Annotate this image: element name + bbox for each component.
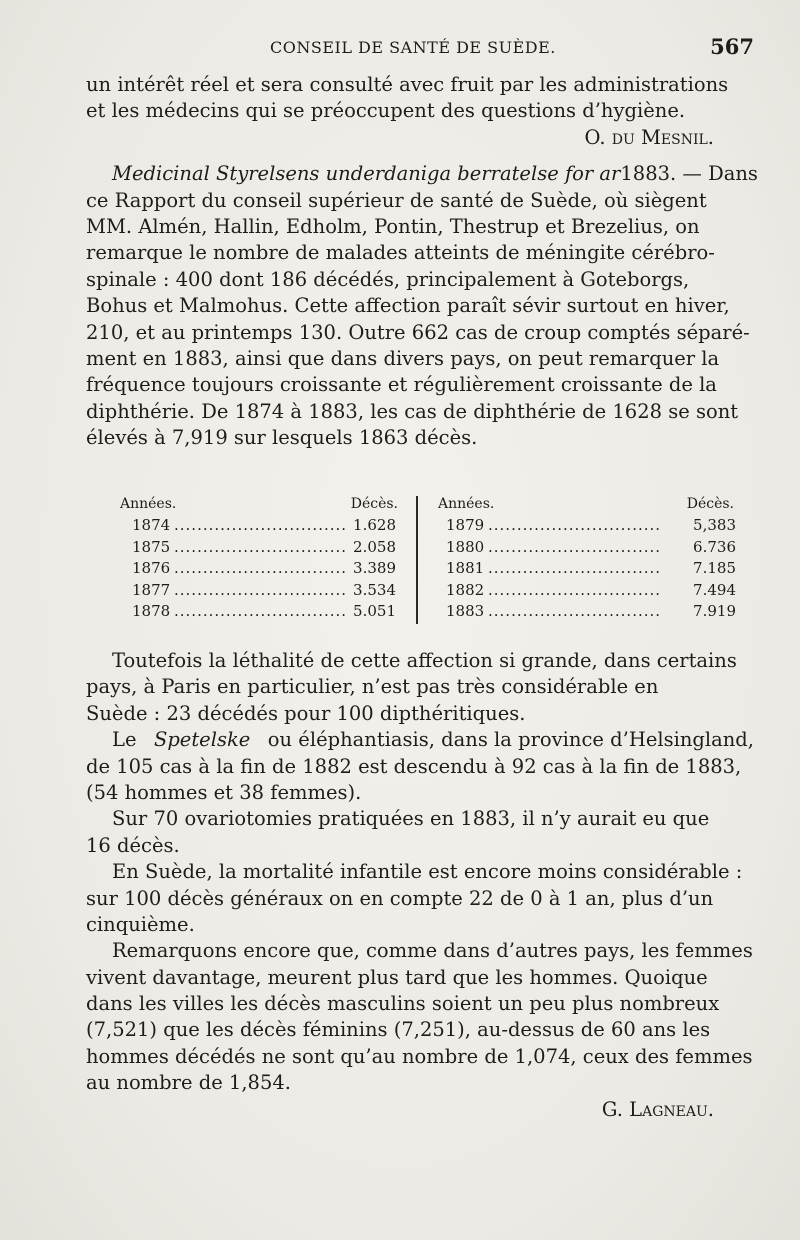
signature-lagneau: G. Lagneau. [601, 1097, 714, 1121]
deaths-table [118, 494, 758, 628]
body-text-continued [86, 648, 754, 1123]
text-line: diphthérie. De 1874 à 1883, les cas de diphthérie de 1628 se sont [86, 399, 739, 423]
text-line: sur 100 décès généraux on en compte 22 de 0 à 1 an, plus d’un [86, 886, 714, 910]
leader-dots: .............................. [174, 537, 348, 556]
text-line: un intérêt réel et sera consulté avec fruit par les administrations [86, 73, 729, 96]
text-line: Sur 70 ovariotomies pratiquées en 1883, il n’y aurait eu que [112, 807, 710, 831]
leader-dots: .............................. [174, 559, 348, 577]
leader-dots: .............................. [488, 559, 662, 577]
header-years: Années. [438, 496, 495, 512]
spetelske-term: Spetelske [153, 728, 251, 752]
text-line: vivent davantage, meurent plus tard que les hommes. Quoique [86, 965, 708, 989]
leader-dots: .............................. [174, 516, 348, 534]
deaths-cell: 3.534 [353, 580, 396, 599]
text-line: élevés à 7,919 sur lesquels 1863 décès. [86, 426, 478, 450]
text-fragment: ou éléphantiasis, dans la province d’Helsingland, [267, 728, 754, 752]
text-line: hommes décédés ne sont qu’au nombre de 1,074, ceux des femmes [86, 1044, 753, 1068]
running-head: CONSEIL DE SANTÉ DE SUÈDE. [270, 38, 556, 57]
deaths-cell: 1.628 [353, 516, 396, 534]
review-title-tail: 1883. — Dans [620, 162, 758, 186]
text-line: de 105 cas à la fin de 1882 est descendu à 92 cas à la fin de 1883, [86, 754, 742, 778]
table-row [118, 538, 418, 560]
deaths-cell: 3.389 [353, 559, 396, 577]
year-cell: 1875 [132, 537, 171, 556]
deaths-cell: 5,383 [693, 516, 736, 534]
text-line: 16 décès. [86, 833, 180, 857]
year-cell: 1883 [446, 602, 485, 620]
body-text [86, 72, 758, 451]
year-cell: 1881 [446, 559, 485, 577]
deaths-cell: 7.919 [693, 602, 736, 620]
text-line: dans les villes les décès masculins soient un peu plus nombreux [86, 992, 720, 1016]
text-line: au nombre de 1,854. [86, 1071, 291, 1095]
text-line: fréquence toujours croissante et régulièrement croissante de la [86, 373, 717, 397]
text-line [86, 727, 754, 753]
year-cell: 1879 [446, 516, 485, 534]
text-line: ment en 1883, ainsi que dans divers pays, on peut remarquer la [86, 346, 720, 370]
leader-dots: .............................. [488, 537, 662, 556]
deaths-cell: 2.058 [353, 537, 396, 556]
table-row [438, 538, 738, 560]
review-heading [86, 161, 758, 187]
table-row [438, 516, 738, 538]
text-line: Remarquons encore que, comme dans d’autres pays, les femmes [112, 939, 753, 963]
table-column-right [438, 494, 738, 624]
leader-dots: .............................. [488, 602, 662, 620]
year-cell: 1882 [446, 580, 485, 599]
year-cell: 1877 [132, 580, 171, 599]
leader-dots: .............................. [174, 602, 348, 620]
year-cell: 1880 [446, 537, 485, 556]
text-line: En Suède, la mortalité infantile est encore moins considérable : [112, 860, 743, 884]
table-row [438, 602, 738, 624]
header-years: Années. [120, 496, 177, 512]
leader-dots: .............................. [174, 580, 348, 599]
text-line: Toutefois la léthalité de cette affection si grande, dans certains [112, 649, 737, 672]
text-line: et les médecins qui se préoccupent des questions d’hygiène. [86, 99, 686, 123]
page-header [86, 34, 758, 62]
text-fragment: Le [112, 728, 137, 752]
text-line: (7,521) que les décès féminins (7,251), au-dessus de 60 ans les [86, 1018, 711, 1042]
page-number: 567 [710, 34, 754, 59]
review-title: Medicinal Styrelsens underdaniga berratelse for ar [112, 162, 621, 186]
table-row [438, 581, 738, 603]
deaths-cell: 6.736 [693, 537, 736, 556]
signature-du-mesnil: O. du Mesnil. [584, 125, 714, 149]
text-line: (54 hommes et 38 femmes). [86, 780, 362, 804]
table-row [118, 602, 418, 624]
text-line: ce Rapport du conseil supérieur de santé de Suède, où siègent [86, 188, 707, 212]
leader-dots: .............................. [488, 516, 662, 534]
text-line: pays, à Paris en particulier, n’est pas très considérable en [86, 675, 659, 699]
text-line: MM. Almén, Hallin, Edholm, Pontin, Thestrup et Brezelius, on [86, 214, 700, 238]
header-deaths: Décès. [350, 496, 398, 512]
table-divider [416, 496, 418, 624]
deaths-cell: 7.494 [693, 580, 736, 599]
text-line: 210, et au printemps 130. Outre 662 cas de croup comptés séparé- [86, 320, 750, 344]
year-cell: 1874 [132, 516, 171, 534]
text-line: Suède : 23 décédés pour 100 dipthéritiques. [86, 701, 526, 725]
table-column-left [118, 494, 418, 624]
table-row [118, 516, 418, 538]
deaths-cell: 7.185 [693, 559, 736, 577]
text-line: remarque le nombre de malades atteints de méningite cérébro- [86, 241, 715, 265]
text-line: spinale : 400 dont 186 décédés, principalement à Goteborgs, [86, 267, 690, 291]
header-deaths: Décès. [686, 496, 734, 512]
deaths-cell: 5.051 [353, 602, 396, 620]
leader-dots: .............................. [488, 580, 662, 599]
year-cell: 1878 [132, 602, 171, 620]
table-row [118, 581, 418, 603]
year-cell: 1876 [132, 559, 171, 577]
table-row [118, 559, 418, 581]
text-line: Bohus et Malmohus. Cette affection paraît sévir surtout en hiver, [86, 294, 730, 318]
table-row [438, 559, 738, 581]
text-line: cinquième. [86, 912, 195, 936]
